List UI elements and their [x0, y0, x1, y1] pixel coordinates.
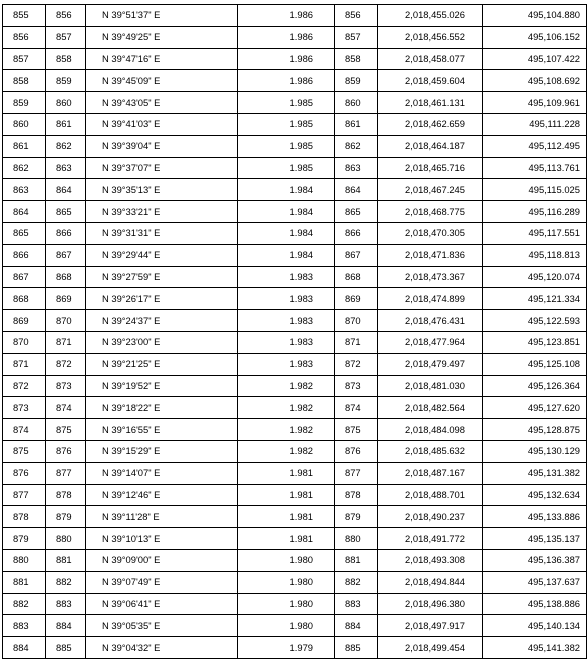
distance-cell: 1.982	[238, 419, 335, 441]
station-from-cell: 881	[3, 571, 46, 593]
table-row	[3, 135, 587, 157]
table-row	[3, 593, 587, 615]
station-from-cell: 863	[3, 179, 46, 201]
northing-cell: 2,018,461.131	[378, 92, 483, 114]
table-row	[3, 179, 587, 201]
northing-cell: 2,018,477.964	[378, 331, 483, 353]
station-to-cell: 872	[46, 353, 86, 375]
bearing-cell: N 39°51'37" E	[86, 5, 238, 27]
station-from-cell: 860	[3, 113, 46, 135]
station-from-cell: 871	[3, 353, 46, 375]
station-to-cell: 857	[46, 26, 86, 48]
point-cell: 881	[335, 549, 378, 571]
point-cell: 874	[335, 397, 378, 419]
distance-cell: 1.980	[238, 615, 335, 637]
easting-cell: 495,121.334	[483, 288, 587, 310]
station-to-cell: 882	[46, 571, 86, 593]
bearing-cell: N 39°37'07" E	[86, 157, 238, 179]
station-from-cell: 873	[3, 397, 46, 419]
table-row	[3, 26, 587, 48]
point-cell: 883	[335, 593, 378, 615]
station-from-cell: 883	[3, 615, 46, 637]
table-row	[3, 440, 587, 462]
distance-cell: 1.981	[238, 462, 335, 484]
point-cell: 872	[335, 353, 378, 375]
northing-cell: 2,018,468.775	[378, 201, 483, 223]
station-from-cell: 875	[3, 440, 46, 462]
station-to-cell: 861	[46, 113, 86, 135]
distance-cell: 1.986	[238, 48, 335, 70]
easting-cell: 495,107.422	[483, 48, 587, 70]
northing-cell: 2,018,490.237	[378, 506, 483, 528]
point-cell: 863	[335, 157, 378, 179]
distance-cell: 1.985	[238, 135, 335, 157]
table-row	[3, 288, 587, 310]
bearing-cell: N 39°07'49" E	[86, 571, 238, 593]
bearing-cell: N 39°14'07" E	[86, 462, 238, 484]
station-to-cell: 875	[46, 419, 86, 441]
northing-cell: 2,018,462.659	[378, 113, 483, 135]
bearing-cell: N 39°41'03" E	[86, 113, 238, 135]
station-from-cell: 866	[3, 244, 46, 266]
station-to-cell: 858	[46, 48, 86, 70]
northing-cell: 2,018,482.564	[378, 397, 483, 419]
easting-cell: 495,112.495	[483, 135, 587, 157]
table-row	[3, 266, 587, 288]
table-row	[3, 615, 587, 637]
northing-cell: 2,018,499.454	[378, 637, 483, 659]
table-row	[3, 70, 587, 92]
bearing-cell: N 39°45'09" E	[86, 70, 238, 92]
northing-cell: 2,018,456.552	[378, 26, 483, 48]
station-to-cell: 864	[46, 179, 86, 201]
station-to-cell: 862	[46, 135, 86, 157]
distance-cell: 1.979	[238, 637, 335, 659]
northing-cell: 2,018,476.431	[378, 310, 483, 332]
distance-cell: 1.983	[238, 331, 335, 353]
point-cell: 867	[335, 244, 378, 266]
bearing-cell: N 39°12'46" E	[86, 484, 238, 506]
distance-cell: 1.984	[238, 179, 335, 201]
easting-cell: 495,128.875	[483, 419, 587, 441]
easting-cell: 495,106.152	[483, 26, 587, 48]
table-row	[3, 5, 587, 27]
station-to-cell: 879	[46, 506, 86, 528]
northing-cell: 2,018,497.917	[378, 615, 483, 637]
bearing-cell: N 39°11'28" E	[86, 506, 238, 528]
station-to-cell: 866	[46, 222, 86, 244]
table-row	[3, 419, 587, 441]
distance-cell: 1.980	[238, 549, 335, 571]
northing-cell: 2,018,487.167	[378, 462, 483, 484]
table-row	[3, 637, 587, 659]
station-from-cell: 859	[3, 92, 46, 114]
easting-cell: 495,109.961	[483, 92, 587, 114]
northing-cell: 2,018,496.380	[378, 593, 483, 615]
northing-cell: 2,018,485.632	[378, 440, 483, 462]
table-row	[3, 353, 587, 375]
station-to-cell: 870	[46, 310, 86, 332]
easting-cell: 495,132.634	[483, 484, 587, 506]
distance-cell: 1.982	[238, 375, 335, 397]
station-from-cell: 870	[3, 331, 46, 353]
station-from-cell: 874	[3, 419, 46, 441]
northing-cell: 2,018,488.701	[378, 484, 483, 506]
station-to-cell: 880	[46, 528, 86, 550]
table-row	[3, 571, 587, 593]
station-from-cell: 868	[3, 288, 46, 310]
distance-cell: 1.984	[238, 244, 335, 266]
station-to-cell: 874	[46, 397, 86, 419]
northing-cell: 2,018,465.716	[378, 157, 483, 179]
table-row	[3, 397, 587, 419]
station-to-cell: 876	[46, 440, 86, 462]
point-cell: 866	[335, 222, 378, 244]
easting-cell: 495,123.851	[483, 331, 587, 353]
northing-cell: 2,018,470.305	[378, 222, 483, 244]
point-cell: 861	[335, 113, 378, 135]
northing-cell: 2,018,458.077	[378, 48, 483, 70]
distance-cell: 1.983	[238, 310, 335, 332]
station-to-cell: 859	[46, 70, 86, 92]
distance-cell: 1.980	[238, 593, 335, 615]
point-cell: 875	[335, 419, 378, 441]
table-row	[3, 48, 587, 70]
northing-cell: 2,018,491.772	[378, 528, 483, 550]
station-to-cell: 877	[46, 462, 86, 484]
station-to-cell: 871	[46, 331, 86, 353]
station-to-cell: 883	[46, 593, 86, 615]
station-from-cell: 857	[3, 48, 46, 70]
point-cell: 864	[335, 179, 378, 201]
point-cell: 884	[335, 615, 378, 637]
station-from-cell: 880	[3, 549, 46, 571]
bearing-cell: N 39°24'37" E	[86, 310, 238, 332]
bearing-cell: N 39°06'41" E	[86, 593, 238, 615]
easting-cell: 495,108.692	[483, 70, 587, 92]
point-cell: 873	[335, 375, 378, 397]
bearing-cell: N 39°49'25" E	[86, 26, 238, 48]
distance-cell: 1.982	[238, 440, 335, 462]
distance-cell: 1.984	[238, 222, 335, 244]
point-cell: 858	[335, 48, 378, 70]
station-from-cell: 861	[3, 135, 46, 157]
bearing-cell: N 39°10'13" E	[86, 528, 238, 550]
distance-cell: 1.986	[238, 5, 335, 27]
distance-cell: 1.986	[238, 70, 335, 92]
easting-cell: 495,125.108	[483, 353, 587, 375]
easting-cell: 495,138.886	[483, 593, 587, 615]
page-top-edge	[0, 0, 588, 4]
station-to-cell: 867	[46, 244, 86, 266]
station-to-cell: 863	[46, 157, 86, 179]
station-from-cell: 882	[3, 593, 46, 615]
northing-cell: 2,018,471.836	[378, 244, 483, 266]
distance-cell: 1.981	[238, 484, 335, 506]
table-row	[3, 222, 587, 244]
station-from-cell: 862	[3, 157, 46, 179]
table-row	[3, 331, 587, 353]
bearing-cell: N 39°05'35" E	[86, 615, 238, 637]
station-from-cell: 877	[3, 484, 46, 506]
northing-cell: 2,018,459.604	[378, 70, 483, 92]
easting-cell: 495,133.886	[483, 506, 587, 528]
station-from-cell: 856	[3, 26, 46, 48]
bearing-cell: N 39°43'05" E	[86, 92, 238, 114]
point-cell: 868	[335, 266, 378, 288]
station-to-cell: 884	[46, 615, 86, 637]
point-cell: 859	[335, 70, 378, 92]
easting-cell: 495,130.129	[483, 440, 587, 462]
distance-cell: 1.981	[238, 528, 335, 550]
bearing-cell: N 39°19'52" E	[86, 375, 238, 397]
easting-cell: 495,141.382	[483, 637, 587, 659]
easting-cell: 495,127.620	[483, 397, 587, 419]
easting-cell: 495,137.637	[483, 571, 587, 593]
bearing-cell: N 39°21'25" E	[86, 353, 238, 375]
distance-cell: 1.983	[238, 353, 335, 375]
distance-cell: 1.986	[238, 26, 335, 48]
bearing-cell: N 39°33'21" E	[86, 201, 238, 223]
station-from-cell: 865	[3, 222, 46, 244]
table-row	[3, 113, 587, 135]
distance-cell: 1.980	[238, 571, 335, 593]
point-cell: 862	[335, 135, 378, 157]
distance-cell: 1.983	[238, 288, 335, 310]
point-cell: 870	[335, 310, 378, 332]
station-to-cell: 865	[46, 201, 86, 223]
point-cell: 860	[335, 92, 378, 114]
bearing-cell: N 39°31'31" E	[86, 222, 238, 244]
bearing-cell: N 39°09'00" E	[86, 549, 238, 571]
table-body	[3, 5, 587, 659]
northing-cell: 2,018,455.026	[378, 5, 483, 27]
easting-cell: 495,140.134	[483, 615, 587, 637]
point-cell: 877	[335, 462, 378, 484]
point-cell: 885	[335, 637, 378, 659]
station-to-cell: 885	[46, 637, 86, 659]
easting-cell: 495,135.137	[483, 528, 587, 550]
easting-cell: 495,126.364	[483, 375, 587, 397]
bearing-cell: N 39°15'29" E	[86, 440, 238, 462]
station-to-cell: 856	[46, 5, 86, 27]
distance-cell: 1.981	[238, 506, 335, 528]
station-to-cell: 869	[46, 288, 86, 310]
distance-cell: 1.984	[238, 201, 335, 223]
point-cell: 876	[335, 440, 378, 462]
station-from-cell: 867	[3, 266, 46, 288]
table-row	[3, 157, 587, 179]
table-row	[3, 375, 587, 397]
station-from-cell: 878	[3, 506, 46, 528]
station-from-cell: 872	[3, 375, 46, 397]
station-from-cell: 869	[3, 310, 46, 332]
easting-cell: 495,104.880	[483, 5, 587, 27]
bearing-cell: N 39°26'17" E	[86, 288, 238, 310]
table-row	[3, 462, 587, 484]
northing-cell: 2,018,481.030	[378, 375, 483, 397]
bearing-cell: N 39°47'16" E	[86, 48, 238, 70]
distance-cell: 1.983	[238, 266, 335, 288]
point-cell: 857	[335, 26, 378, 48]
easting-cell: 495,111.228	[483, 113, 587, 135]
northing-cell: 2,018,479.497	[378, 353, 483, 375]
easting-cell: 495,131.382	[483, 462, 587, 484]
station-to-cell: 881	[46, 549, 86, 571]
table-row	[3, 92, 587, 114]
station-from-cell: 858	[3, 70, 46, 92]
point-cell: 878	[335, 484, 378, 506]
northing-cell: 2,018,474.899	[378, 288, 483, 310]
distance-cell: 1.985	[238, 113, 335, 135]
station-to-cell: 878	[46, 484, 86, 506]
table-row	[3, 244, 587, 266]
bearing-cell: N 39°27'59" E	[86, 266, 238, 288]
point-cell: 856	[335, 5, 378, 27]
station-to-cell: 868	[46, 266, 86, 288]
table-row	[3, 549, 587, 571]
distance-cell: 1.985	[238, 92, 335, 114]
station-to-cell: 860	[46, 92, 86, 114]
bearing-cell: N 39°23'00" E	[86, 331, 238, 353]
point-cell: 869	[335, 288, 378, 310]
easting-cell: 495,120.074	[483, 266, 587, 288]
bearing-cell: N 39°16'55" E	[86, 419, 238, 441]
point-cell: 882	[335, 571, 378, 593]
table-row	[3, 484, 587, 506]
easting-cell: 495,113.761	[483, 157, 587, 179]
table-row	[3, 528, 587, 550]
distance-cell: 1.982	[238, 397, 335, 419]
northing-cell: 2,018,494.844	[378, 571, 483, 593]
table-row	[3, 201, 587, 223]
table-row	[3, 506, 587, 528]
point-cell: 879	[335, 506, 378, 528]
easting-cell: 495,117.551	[483, 222, 587, 244]
easting-cell: 495,115.025	[483, 179, 587, 201]
northing-cell: 2,018,464.187	[378, 135, 483, 157]
station-from-cell: 884	[3, 637, 46, 659]
point-cell: 880	[335, 528, 378, 550]
station-from-cell: 864	[3, 201, 46, 223]
table-row	[3, 310, 587, 332]
distance-cell: 1.985	[238, 157, 335, 179]
easting-cell: 495,122.593	[483, 310, 587, 332]
easting-cell: 495,116.289	[483, 201, 587, 223]
station-to-cell: 873	[46, 375, 86, 397]
bearing-cell: N 39°04'32" E	[86, 637, 238, 659]
easting-cell: 495,118.813	[483, 244, 587, 266]
northing-cell: 2,018,473.367	[378, 266, 483, 288]
point-cell: 871	[335, 331, 378, 353]
northing-cell: 2,018,484.098	[378, 419, 483, 441]
northing-cell: 2,018,493.308	[378, 549, 483, 571]
bearing-cell: N 39°39'04" E	[86, 135, 238, 157]
survey-coordinate-table	[2, 4, 587, 659]
station-from-cell: 855	[3, 5, 46, 27]
station-from-cell: 879	[3, 528, 46, 550]
bearing-cell: N 39°29'44" E	[86, 244, 238, 266]
easting-cell: 495,136.387	[483, 549, 587, 571]
bearing-cell: N 39°35'13" E	[86, 179, 238, 201]
station-from-cell: 876	[3, 462, 46, 484]
bearing-cell: N 39°18'22" E	[86, 397, 238, 419]
northing-cell: 2,018,467.245	[378, 179, 483, 201]
point-cell: 865	[335, 201, 378, 223]
